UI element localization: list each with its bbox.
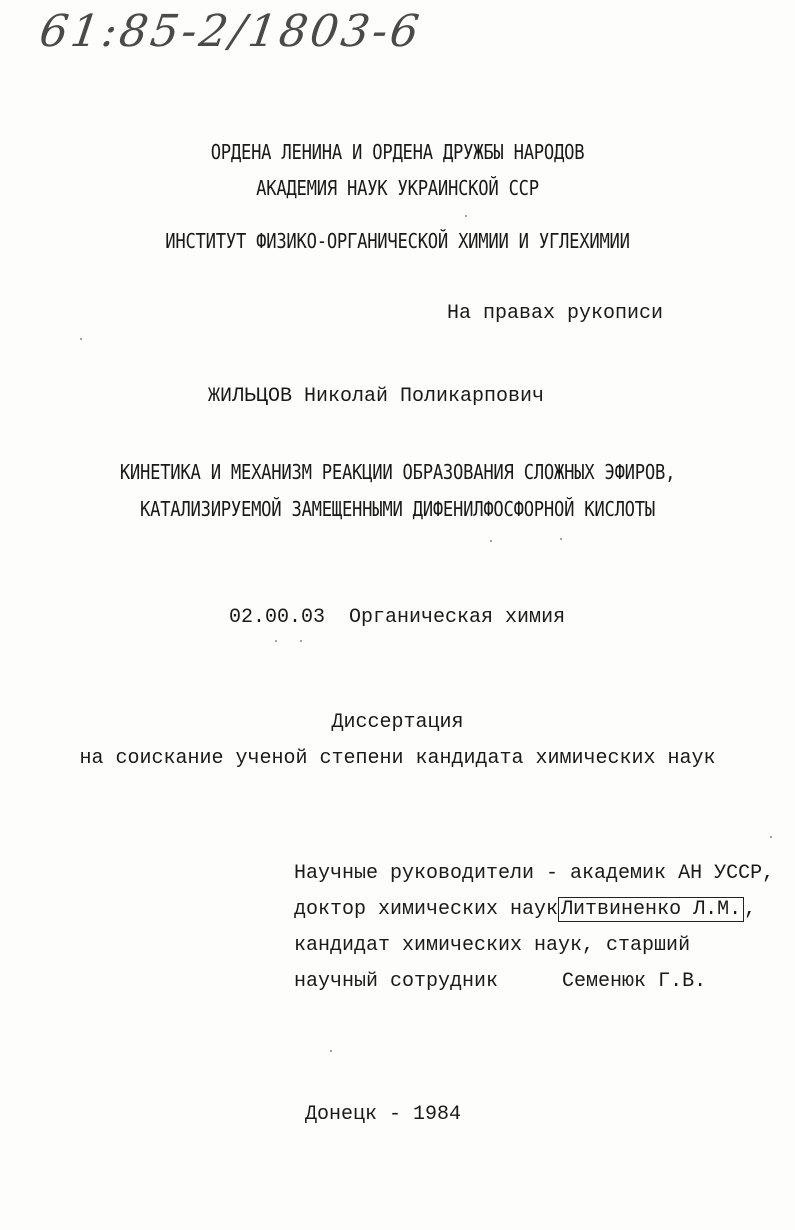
work-type-purpose: на соискание ученой степени кандидата химических наук bbox=[79, 747, 716, 770]
archive-code: 61:85-2/1803-6 bbox=[36, 6, 425, 57]
scan-speck bbox=[770, 836, 772, 838]
supervisors-line-4 bbox=[294, 970, 706, 994]
supervisors-line-2: доктор химических наук Литвиненко Л.М. , bbox=[294, 898, 757, 921]
organization-line-2: АКАДЕМИЯ НАУК УКРАИНСКОЙ ССР bbox=[256, 176, 539, 200]
supervisor-name-semenyuk: Семенюк Г.В. bbox=[562, 970, 707, 993]
scan-speck bbox=[560, 538, 562, 540]
author-name: ЖИЛЬЦОВ Николай Поликарпович bbox=[208, 385, 545, 408]
organization-line-1: ОРДЕНА ЛЕНИНА И ОРДЕНА ДРУЖБЫ НАРОДОВ bbox=[210, 140, 585, 164]
specialty-name: Органическая химия bbox=[349, 606, 566, 629]
supervisor-role: научный сотрудник bbox=[294, 970, 499, 993]
supervisors-line-3: кандидат химических наук, старший bbox=[294, 934, 691, 957]
specialty-code: 02.00.03 bbox=[229, 606, 326, 629]
work-type-heading: Диссертация bbox=[331, 711, 464, 734]
title-line-1: КИНЕТИКА И МЕХАНИЗМ РЕАКЦИИ ОБРАЗОВАНИЯ СЛОЖНЫХ ЭФИРОВ, bbox=[119, 460, 676, 484]
supervisors-line-1: Научные руководители - академик АН УССР, bbox=[294, 862, 775, 885]
scan-speck bbox=[275, 640, 277, 642]
scan-speck bbox=[490, 540, 492, 542]
rights-note: На правах рукописи bbox=[447, 302, 664, 325]
scan-speck bbox=[330, 1050, 332, 1052]
specialty bbox=[229, 606, 565, 630]
supervisor-name-litvinenko: Литвиненко Л.М. bbox=[558, 897, 744, 922]
supervisor-degree: доктор химических наук bbox=[294, 898, 559, 921]
scan-speck bbox=[300, 640, 302, 642]
institute-name: ИНСТИТУТ ФИЗИКО-ОРГАНИЧЕСКОЙ ХИМИИ И УГЛЕХИМИИ bbox=[165, 229, 630, 253]
scan-speck bbox=[80, 338, 82, 340]
title-line-2: КАТАЛИЗИРУЕМОЙ ЗАМЕЩЕННЫМИ ДИФЕНИЛФОСФОРНОЙ КИСЛОТЫ bbox=[140, 497, 655, 521]
scan-speck bbox=[465, 215, 467, 217]
city-year: Донецк - 1984 bbox=[305, 1103, 462, 1126]
